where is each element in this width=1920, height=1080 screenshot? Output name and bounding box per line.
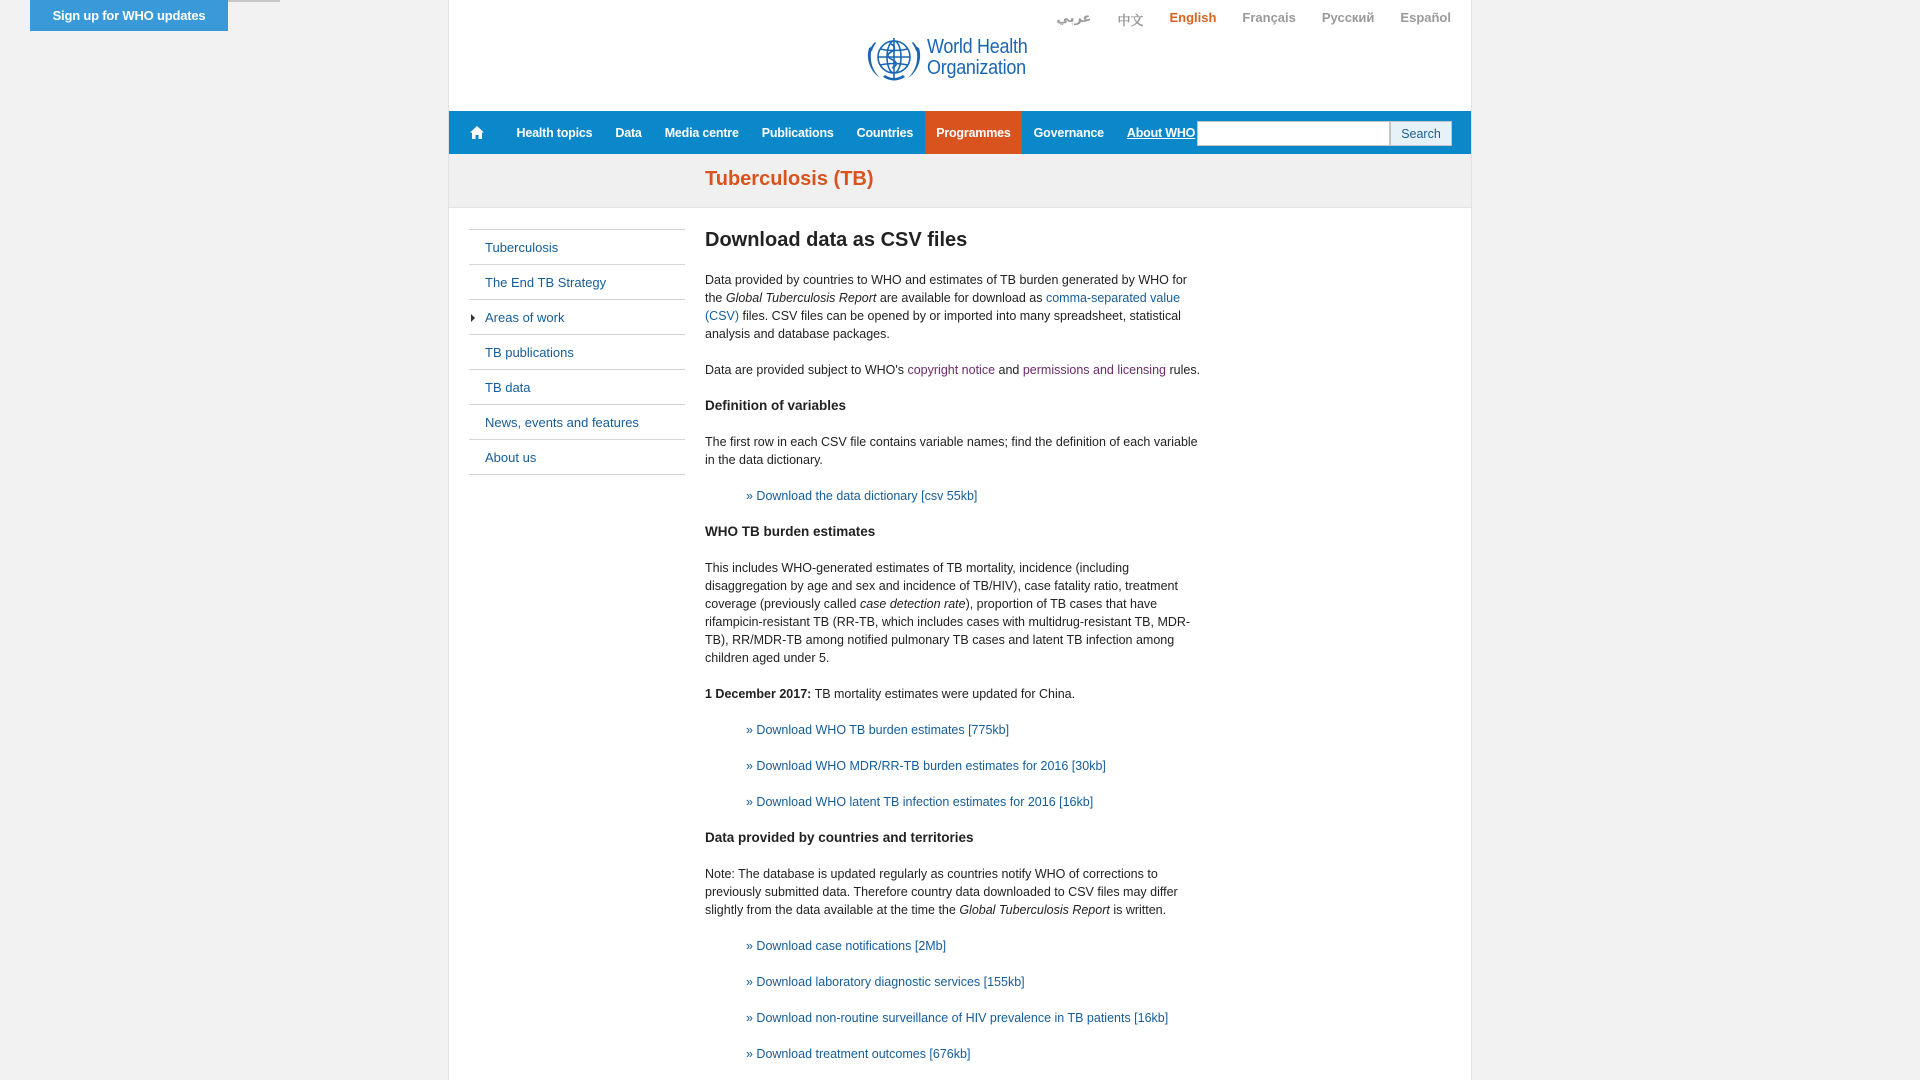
sidebar-item-label: News, events and features xyxy=(485,414,639,430)
mdr-estimates-link[interactable]: » Download WHO MDR/RR-TB burden estimates for 2016 [30kb] xyxy=(746,759,1106,773)
sidebar-item-label: The End TB Strategy xyxy=(485,274,607,290)
sidebar-item-label: TB publications xyxy=(485,344,574,360)
nav-data[interactable]: Data xyxy=(615,125,642,140)
copyright-notice-link[interactable]: copyright notice xyxy=(907,363,996,377)
nav-media-centre[interactable]: Media centre xyxy=(664,125,739,140)
permissions-licensing-link[interactable]: permissions and licensing xyxy=(1022,363,1166,377)
sidebar-item-label: TB data xyxy=(485,379,531,395)
sidebar-item-label: About us xyxy=(485,449,537,465)
data-dictionary-link[interactable]: » Download the data dictionary [csv 55kb] xyxy=(746,489,978,503)
logo-line-1: World Health xyxy=(927,36,1028,58)
rules-text-2: and xyxy=(995,363,1023,377)
caret-right-icon xyxy=(471,314,475,322)
burden-text-1: This includes WHO-generated estimates of TB mortality, incidence (including disaggregation by age and sex and incidence of TB/HIV), case fatality ratio, treatment coverage (previously called xyxy=(705,561,1178,611)
csv-link[interactable]: comma-separated value (CSV) xyxy=(705,291,1181,323)
sidebar-nav xyxy=(469,229,685,475)
rules-text-3: rules. xyxy=(1166,363,1201,377)
burden-heading: WHO TB burden estimates xyxy=(705,524,876,539)
rules-text-1: Data are provided subject to WHO's xyxy=(705,363,908,377)
nav-countries[interactable]: Countries xyxy=(856,125,914,140)
treatment-outcomes-link[interactable]: » Download treatment outcomes [676kb] xyxy=(746,1047,971,1061)
lang-russian[interactable]: Русский xyxy=(1321,10,1375,25)
lang-chinese[interactable]: 中文 xyxy=(1117,13,1144,28)
lang-spanish[interactable]: Español xyxy=(1400,10,1451,25)
update-date: 1 December 2017: xyxy=(705,687,812,701)
intro-paragraph xyxy=(705,271,1205,343)
note-text-1: Note: The database is updated regularly as countries notify WHO of corrections to previously submitted data. Therefore country data downloaded to CSV files may differ slightly from the data available at the time the xyxy=(705,867,1178,917)
latent-tb-link[interactable]: » Download WHO latent TB infection estimates for 2016 [16kb] xyxy=(746,795,1094,809)
sidebar-item-tuberculosis[interactable] xyxy=(469,230,685,265)
definition-paragraph: The first row in each CSV file contains variable names; find the definition of each variable in the data dictionary. xyxy=(705,435,1198,467)
signup-divider xyxy=(228,0,280,2)
search-input[interactable] xyxy=(1197,121,1390,146)
language-bar xyxy=(1030,10,1451,29)
nav-governance[interactable]: Governance xyxy=(1033,125,1104,140)
nav-health-topics[interactable]: Health topics xyxy=(516,125,593,140)
burden-estimates-link[interactable]: » Download WHO TB burden estimates [775kb] xyxy=(746,723,1010,737)
main-content xyxy=(705,226,1205,1080)
burden-paragraph xyxy=(705,559,1205,667)
sidebar-item-tb-publications[interactable] xyxy=(469,335,685,370)
home-icon xyxy=(470,126,484,139)
lang-french[interactable]: Français xyxy=(1242,10,1296,25)
sidebar-item-about-us[interactable] xyxy=(469,440,685,475)
search-button[interactable]: Search xyxy=(1390,121,1452,146)
country-data-heading: Data provided by countries and territories xyxy=(705,830,974,845)
page-title: Download data as CSV files xyxy=(705,229,968,251)
nav-about-who-label: About WHO xyxy=(1126,125,1196,140)
home-button[interactable] xyxy=(449,111,505,154)
burden-em: case detection rate xyxy=(859,597,966,611)
section-title-band xyxy=(449,154,1471,208)
intro-report-title: Global Tuberculosis Report xyxy=(725,291,877,305)
main-navigation xyxy=(449,111,1471,154)
intro-text-3: files. CSV files can be opened by or imported into many spreadsheet, statistical analysis and database packages. xyxy=(705,309,1181,341)
who-logo[interactable] xyxy=(863,30,1039,86)
definition-heading: Definition of variables xyxy=(705,398,847,413)
lab-diagnostic-link[interactable]: » Download laboratory diagnostic services [155kb] xyxy=(746,975,1025,989)
signup-button[interactable]: Sign up for WHO updates xyxy=(30,0,228,31)
note-text-2: is written. xyxy=(1109,903,1167,917)
sidebar-item-label: Tuberculosis xyxy=(485,239,559,255)
note-paragraph xyxy=(705,865,1205,919)
sidebar-item-label: Areas of work xyxy=(485,309,565,325)
logo-line-2: Organization xyxy=(927,57,1026,79)
who-emblem-icon xyxy=(863,30,925,86)
sidebar-item-tb-data[interactable] xyxy=(469,370,685,405)
rules-paragraph xyxy=(705,361,1205,379)
page-container xyxy=(448,0,1472,1080)
sidebar-item-areas-of-work[interactable] xyxy=(469,300,685,335)
intro-text-1: Data provided by countries to WHO and estimates of TB burden generated by WHO for the xyxy=(705,273,1187,305)
update-paragraph xyxy=(705,685,1205,703)
case-notifications-link[interactable]: » Download case notifications [2Mb] xyxy=(746,939,947,953)
note-report-title: Global Tuberculosis Report xyxy=(959,903,1110,917)
intro-text-2: are available for download as xyxy=(876,291,1046,305)
sidebar-item-news[interactable] xyxy=(469,405,685,440)
lang-english[interactable]: English xyxy=(1169,10,1217,25)
update-text: TB mortality estimates were updated for China. xyxy=(811,687,1076,701)
nav-about-who[interactable] xyxy=(1115,111,1206,154)
lang-arabic[interactable]: عربي xyxy=(1056,10,1092,25)
nav-programmes[interactable]: Programmes xyxy=(925,111,1022,154)
burden-text-2: ), proportion of TB cases that have rifampicin-resistant TB (RR-TB, which includes cases with multidrug-resistant TB, MDR-TB), RR/MDR-TB among notified pulmonary TB cases and latent TB infection among children aged under 5. xyxy=(705,597,1191,665)
nav-publications[interactable]: Publications xyxy=(761,125,834,140)
section-title[interactable]: Tuberculosis (TB) xyxy=(705,168,874,190)
sidebar-item-end-tb-strategy[interactable] xyxy=(469,265,685,300)
hiv-surveillance-link[interactable]: » Download non-routine surveillance of HIV prevalence in TB patients [16kb] xyxy=(746,1011,1169,1025)
